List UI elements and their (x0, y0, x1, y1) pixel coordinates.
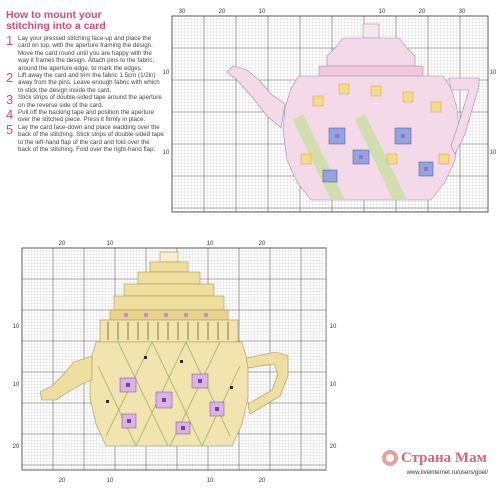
tick-label: 20 (258, 478, 266, 484)
instructions-panel (6, 10, 164, 154)
step-text: Lift away the card and trim the fabric 1.5cm (1/2in) away from the pins. Leave enough fabric with which to stick the design inside the card. (18, 72, 160, 94)
step-number: 4 (6, 107, 14, 123)
tick-label: 10 (12, 382, 20, 388)
tick-label: 10 (329, 324, 337, 330)
step-1 (6, 35, 164, 72)
teapot-chart-top (160, 4, 496, 218)
step-text: Lay your pressed stitching face-up and place the card on top, with the aperture framing the design. Move the card round until you are happy with the way it frames the design. Attach pins to the fabric, around the aperture edge, to mark the edges. (18, 35, 155, 72)
step-4 (6, 109, 164, 124)
tick-label: 10 (106, 478, 114, 484)
lid-band (319, 66, 423, 76)
tick-label: 20 (58, 241, 66, 247)
tick-label: 10 (12, 324, 20, 330)
tick-label: 20 (218, 9, 226, 15)
step-number: 1 (6, 33, 14, 48)
title-line-2: stitching into a card (6, 20, 106, 32)
tick-label: 30 (458, 9, 466, 15)
lid (327, 38, 415, 66)
tick-label: 10 (489, 70, 496, 76)
tick-label: 30 (178, 9, 186, 15)
tick-label: 10 (206, 478, 214, 484)
tick-label: 10 (206, 241, 214, 247)
tick-label: 10 (329, 382, 337, 388)
teapot-chart-bottom-svg (10, 236, 340, 490)
teapot-chart-bottom (10, 236, 340, 490)
teapot-chart-top-svg (160, 4, 496, 218)
watermark-logo (382, 446, 494, 470)
tick-label: 10 (162, 70, 170, 76)
logo-brand: Страна Мам (401, 449, 487, 466)
step-number: 2 (6, 70, 14, 86)
step-text: Pull off the backing tape and position the aperture over the stitched piece. Press it firmly in place. (18, 109, 155, 124)
tick-label: 20 (258, 241, 266, 247)
instructions-title (6, 10, 164, 32)
watermark-url: www.liveinternet.ru/users/goel/ (406, 470, 488, 476)
tick-label: 10 (106, 241, 114, 247)
step-5 (6, 121, 164, 154)
step-number: 3 (6, 92, 14, 108)
tick-label: 20 (12, 444, 20, 450)
tick-label: 10 (162, 150, 170, 156)
step-text: Lay the card face-down and place wadding over the back of the stitching. Stick strips of double-sided tape to the left-hand flap of the card and fold over the back of the stitching. Fold over the right-hand flap. (18, 123, 164, 154)
tick-label: 10 (258, 9, 266, 15)
title-line-1: How to mount your (6, 9, 102, 21)
step-3 (6, 94, 164, 109)
tick-label: 10 (378, 9, 386, 15)
tick-label: 20 (329, 444, 337, 450)
lid-knob (363, 24, 379, 38)
tick-label: 20 (58, 478, 66, 484)
tick-label: 10 (489, 150, 496, 156)
logo-icon (382, 450, 398, 466)
tick-label: 20 (418, 9, 426, 15)
step-2 (6, 72, 164, 94)
step-number: 5 (6, 121, 14, 137)
step-text: Stick strips of double-sided tape around the aperture on the reverse side of the card. (18, 94, 162, 109)
